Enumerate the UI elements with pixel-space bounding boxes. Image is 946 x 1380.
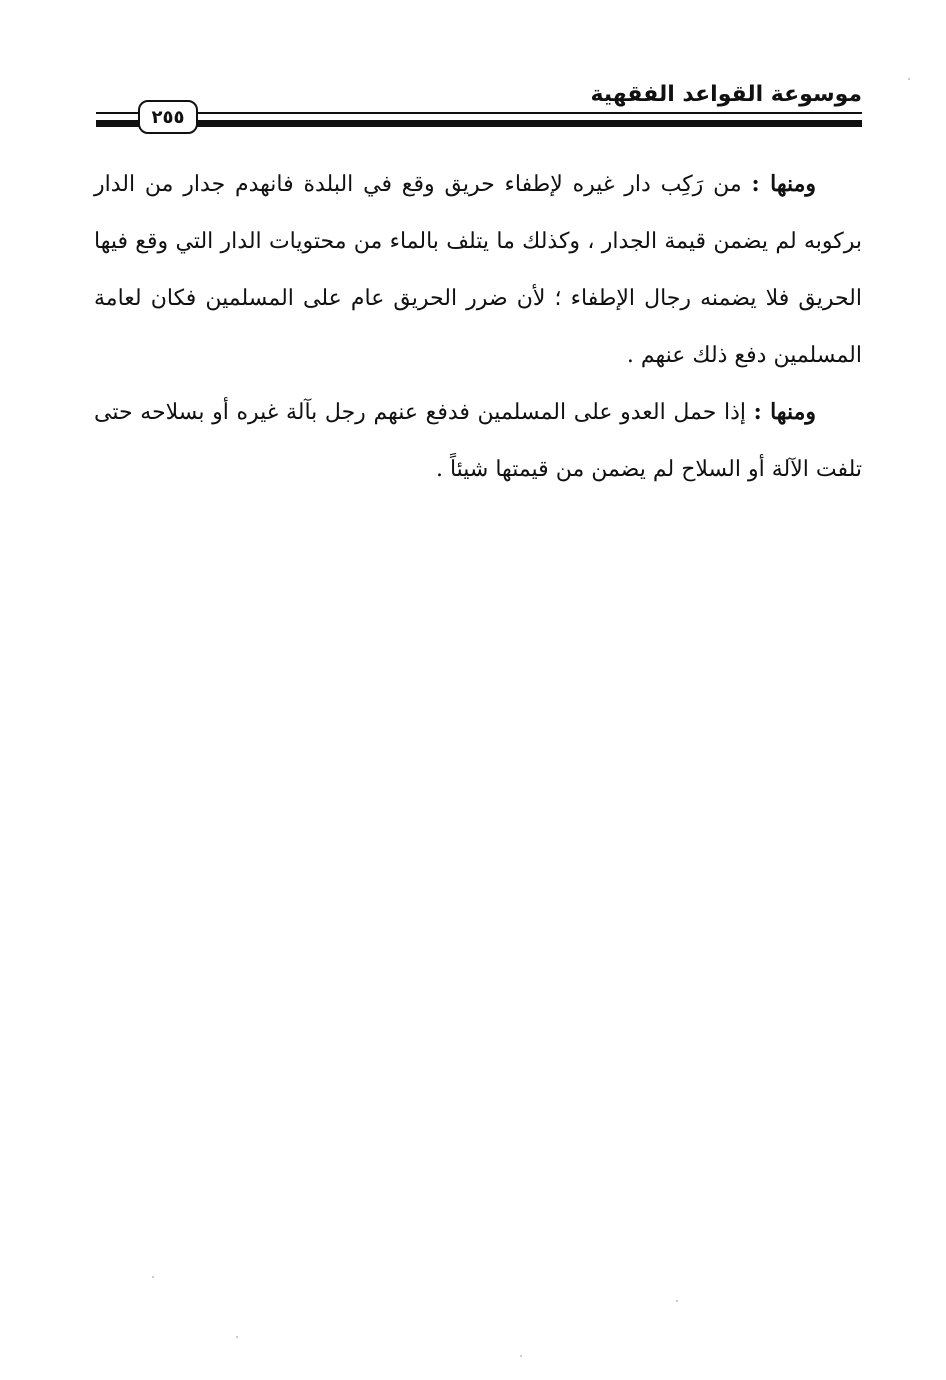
paragraph-2-lead: ومنها : [753, 399, 816, 425]
scan-speck [236, 1336, 238, 1338]
paragraph-2-text: إذا حمل العدو على المسلمين فدفع عنهم رجل بآلة غيره أو بسلاحه حتى تلفت الآلة أو السلاح لم يضمن من قيمتها شيئاً . [94, 400, 862, 482]
body-text [94, 156, 862, 498]
paragraph-2 [94, 384, 862, 498]
paragraph-1 [94, 156, 862, 384]
header-thin-rule [96, 112, 862, 114]
scan-speck [152, 1276, 154, 1278]
running-title: موسوعة القواعد الفقهية [590, 82, 862, 107]
scan-speck [520, 1355, 522, 1357]
paragraph-1-lead: ومنها : [751, 171, 817, 197]
header-thick-rule [96, 120, 862, 127]
scan-speck [676, 1300, 678, 1302]
page-number: ٢٥٥ [138, 100, 198, 134]
paragraph-1-text: من رَكِب دار غيره لإطفاء حريق وقع في البلدة فانهدم جدار من الدار بركوبه لم يضمن قيمة الجدار ، وكذلك ما يتلف بالماء من محتويات الدار التي وقع فيها الحريق فلا يضمنه رجال الإطفاء ؛ لأن ضرر الحريق عام على المسلمين فكان لعامة المسلمين دفع ذلك عنهم . [94, 172, 862, 368]
scan-speck [908, 78, 910, 80]
